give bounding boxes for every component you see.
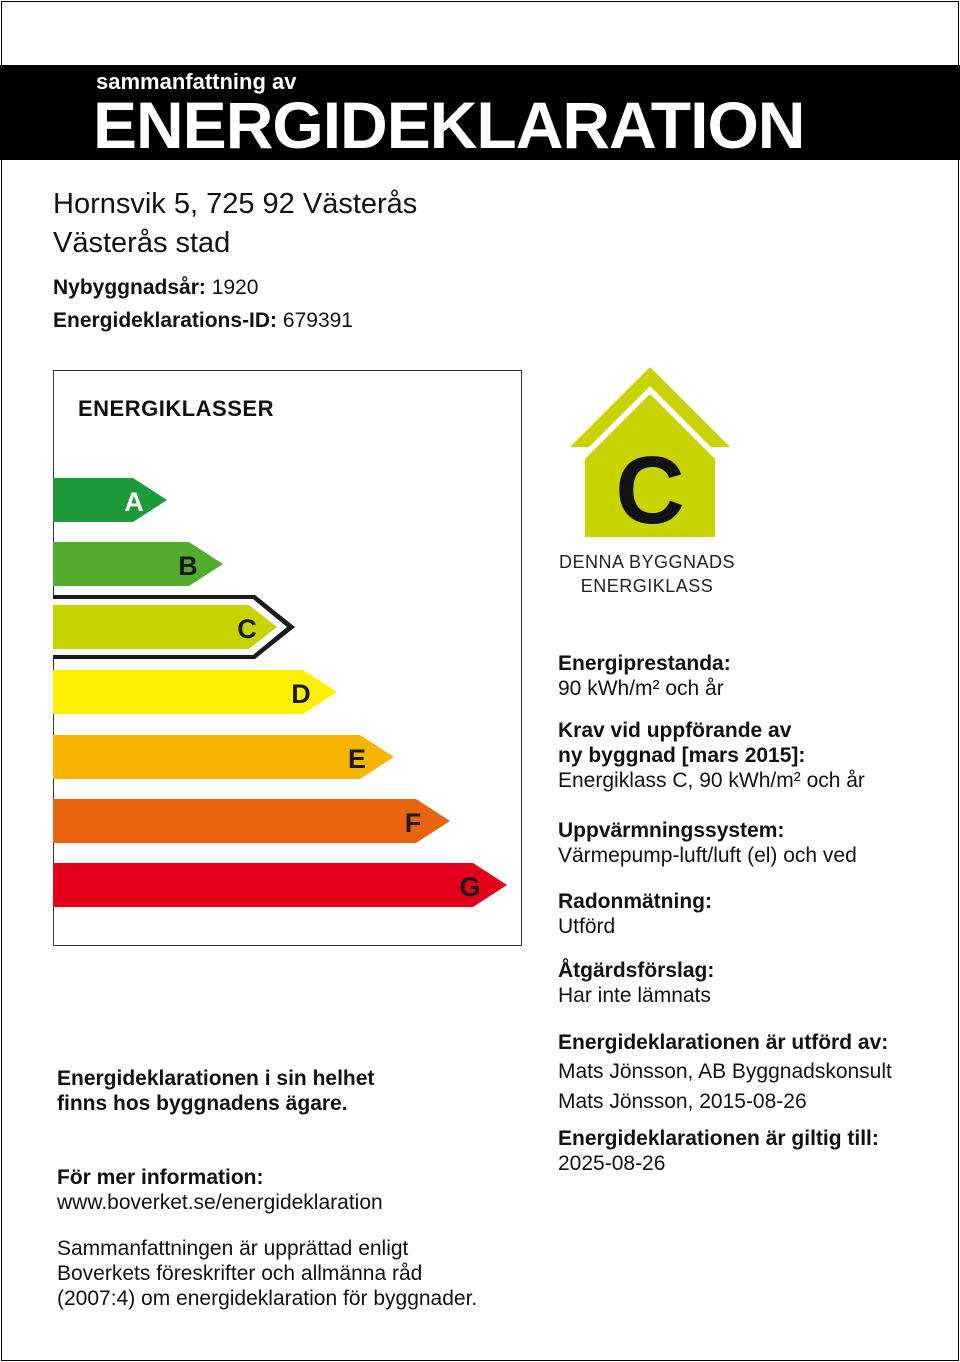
class-bar-a-shape [53,478,167,522]
energy-performance-label: Energiprestanda: [558,652,731,675]
regulation-note-line1: Sammanfattningen är upprättad enligt [57,1237,409,1260]
class-bar-e-letter: E [347,744,367,774]
class-bar-c [53,595,295,659]
building-class-letter: C [615,437,685,540]
action-proposals [558,958,714,1008]
class-bar-b-letter: B [178,551,198,581]
class-bar-a [53,478,167,522]
class-bar-f-shape [53,799,450,843]
building-class-caption [520,550,774,598]
requirement-label-line1: Krav vid uppförande av [558,719,792,742]
more-info-label: För mer information: [57,1166,264,1189]
declaration-id-value: 679391 [282,309,353,332]
build-year-value: 1920 [211,276,259,299]
build-year-row [53,276,258,300]
more-info-link[interactable]: www.boverket.se/energideklaration [57,1191,383,1214]
property-municipality: Västerås stad [53,227,231,259]
property-address: Hornsvik 5, 725 92 Västerås [53,188,418,220]
owner-note-line1: Energideklarationen i sin helhet [57,1067,375,1090]
valid-until-label: Energideklarationen är giltig till: [558,1127,879,1150]
radon-value: Utförd [558,915,616,938]
radon-measurement [558,889,712,939]
caption-line-2: ENERGIKLASS [580,576,714,596]
energy-classes-title: ENERGIKLASSER [78,396,274,421]
heating-system [558,818,857,868]
energy-class-box [53,370,522,946]
new-building-requirement [558,718,865,793]
class-bar-g-letter: G [459,872,481,902]
energy-performance-value: 90 kWh/m² och år [558,677,724,700]
heating-system-value: Värmepump-luft/luft (el) och ved [558,844,857,867]
owner-note [57,1066,374,1116]
valid-until [558,1126,879,1176]
class-bar-f-letter: F [404,808,422,838]
radon-label: Radonmätning: [558,890,712,913]
performed-by [558,1030,892,1114]
class-bar-d-letter: D [291,679,311,709]
declaration-id-label: Energideklarations-ID: [53,309,278,332]
heating-system-label: Uppvärmningssystem: [558,819,785,842]
more-info [57,1165,383,1215]
class-bar-b [53,542,223,586]
class-bar-e [53,735,394,779]
requirement-value: Energiklass C, 90 kWh/m² och år [558,769,865,792]
banner-title: ENERGIDEKLARATION [93,88,805,162]
actions-value: Har inte lämnats [558,984,711,1007]
performed-by-company: Mats Jönsson, AB Byggnadskonsult [558,1060,892,1083]
performed-by-person-date: Mats Jönsson, 2015-08-26 [558,1090,807,1113]
owner-note-line2: finns hos byggnadens ägare. [57,1092,348,1115]
valid-until-value: 2025-08-26 [558,1152,666,1175]
actions-label: Åtgärdsförslag: [558,959,715,982]
title-banner [0,65,960,160]
regulation-note-line3: (2007:4) om energideklaration för byggnader. [57,1287,478,1310]
declaration-id-row [53,309,353,333]
class-bar-g [53,863,507,907]
performed-by-label: Energideklarationen är utförd av: [558,1031,889,1054]
class-bar-e-shape [53,735,394,779]
class-bar-a-letter: A [124,487,144,517]
class-bar-g-shape [53,863,507,907]
caption-line-1: DENNA BYGGNADS [558,552,736,572]
energy-class-scale [53,370,523,946]
class-bar-f [53,799,450,843]
building-class-house-icon [565,365,735,540]
requirement-label-line2: ny byggnad [mars 2015]: [558,744,806,767]
class-bar-c-letter: C [237,614,257,644]
energy-performance [558,651,731,701]
banner-subtitle: sammanfattning av [96,69,297,94]
class-bar-d [53,670,337,714]
build-year-label: Nybyggnadsår: [53,276,206,299]
regulation-note [57,1236,477,1311]
regulation-note-line2: Boverkets föreskrifter och allmänna råd [57,1262,423,1285]
